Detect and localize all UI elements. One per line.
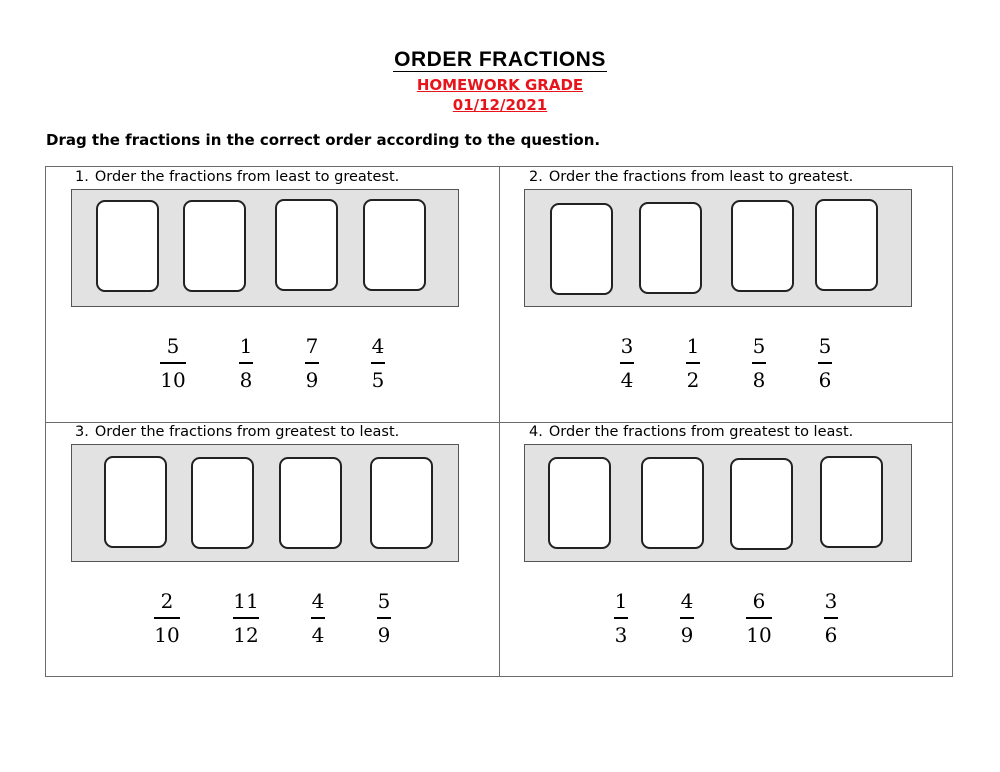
question-2-drop-slot-4[interactable] — [815, 199, 878, 291]
question-4-prompt — [529, 424, 853, 440]
question-3-drop-slot-4[interactable] — [370, 457, 433, 549]
fraction-bar — [371, 362, 385, 364]
question-2-prompt — [529, 169, 853, 185]
denominator: 9 — [680, 623, 694, 647]
denominator: 6 — [818, 368, 832, 392]
question-3-fraction-1[interactable] — [142, 590, 192, 646]
question-4-fraction-1[interactable] — [596, 590, 646, 646]
fraction-bar — [614, 617, 628, 619]
numerator: 4 — [311, 589, 325, 613]
question-2-drop-slot-1[interactable] — [550, 203, 613, 295]
worksheet-title — [0, 48, 1000, 72]
denominator: 9 — [305, 368, 319, 392]
worksheet-subtitle — [0, 76, 1000, 94]
numerator: 4 — [680, 589, 694, 613]
numerator: 3 — [824, 589, 838, 613]
numerator: 3 — [620, 334, 634, 358]
question-2-fraction-3[interactable] — [734, 335, 784, 391]
numerator: 5 — [752, 334, 766, 358]
fraction-bar — [154, 617, 180, 619]
fraction-bar — [305, 362, 319, 364]
fraction-bar — [818, 362, 832, 364]
question-4-drop-slot-4[interactable] — [820, 456, 883, 548]
question-4-number: 4. — [529, 424, 543, 440]
fraction-bar — [160, 362, 186, 364]
question-4-fraction-3[interactable] — [734, 590, 784, 646]
denominator: 9 — [377, 623, 391, 647]
denominator: 12 — [233, 623, 259, 647]
question-1-drop-slot-1[interactable] — [96, 200, 159, 292]
worksheet-subtitle-text: HOMEWORK GRADE — [416, 76, 584, 94]
denominator: 2 — [686, 368, 700, 392]
numerator: 5 — [166, 334, 180, 358]
question-2-fraction-4[interactable] — [800, 335, 850, 391]
question-3-answer-tray — [71, 444, 459, 562]
question-4-fraction-2[interactable] — [662, 590, 712, 646]
denominator: 5 — [371, 368, 385, 392]
question-1-drop-slot-2[interactable] — [183, 200, 246, 292]
question-1-fraction-4[interactable] — [353, 335, 403, 391]
question-3-drop-slot-1[interactable] — [104, 456, 167, 548]
fraction-bar — [311, 617, 325, 619]
fraction-bar — [746, 617, 772, 619]
question-3-number: 3. — [75, 424, 89, 440]
question-4-text: Order the fractions from greatest to least. — [548, 424, 854, 440]
fraction-bar — [680, 617, 694, 619]
question-2-fraction-1[interactable] — [602, 335, 652, 391]
worksheet-date — [0, 96, 1000, 114]
question-2-fraction-2[interactable] — [668, 335, 718, 391]
question-3-fraction-2[interactable] — [221, 590, 271, 646]
question-4-answer-tray — [524, 444, 912, 562]
denominator: 8 — [239, 368, 253, 392]
question-1-answer-tray — [71, 189, 459, 307]
question-3-drop-slot-2[interactable] — [191, 457, 254, 549]
question-1-number: 1. — [75, 169, 89, 185]
numerator: 5 — [818, 334, 832, 358]
fraction-bar — [239, 362, 253, 364]
denominator: 6 — [824, 623, 838, 647]
denominator: 3 — [614, 623, 628, 647]
question-2-number: 2. — [529, 169, 543, 185]
instructions: Drag the fractions in the correct order according to the question. — [46, 131, 601, 149]
question-3-fraction-4[interactable] — [359, 590, 409, 646]
denominator: 8 — [752, 368, 766, 392]
question-4-drop-slot-2[interactable] — [641, 457, 704, 549]
numerator: 5 — [377, 589, 391, 613]
question-1-prompt — [75, 169, 399, 185]
fraction-bar — [620, 362, 634, 364]
fraction-bar — [752, 362, 766, 364]
grid-divider-horizontal — [45, 422, 953, 423]
question-2-text: Order the fractions from least to greatest. — [548, 169, 854, 185]
question-4-drop-slot-3[interactable] — [730, 458, 793, 550]
numerator: 2 — [160, 589, 174, 613]
denominator: 4 — [620, 368, 634, 392]
fraction-bar — [824, 617, 838, 619]
denominator: 10 — [154, 623, 180, 647]
fraction-bar — [686, 362, 700, 364]
denominator: 10 — [160, 368, 186, 392]
question-1-drop-slot-4[interactable] — [363, 199, 426, 291]
question-4-fraction-4[interactable] — [806, 590, 856, 646]
question-3-prompt — [75, 424, 399, 440]
question-3-drop-slot-3[interactable] — [279, 457, 342, 549]
question-2-drop-slot-2[interactable] — [639, 202, 702, 294]
question-1-fraction-2[interactable] — [221, 335, 271, 391]
question-2-answer-tray — [524, 189, 912, 307]
fraction-bar — [377, 617, 391, 619]
numerator: 11 — [233, 589, 259, 613]
question-1-fraction-3[interactable] — [287, 335, 337, 391]
question-2-drop-slot-3[interactable] — [731, 200, 794, 292]
numerator: 1 — [239, 334, 253, 358]
denominator: 10 — [746, 623, 772, 647]
fraction-bar — [233, 617, 259, 619]
question-1-text: Order the fractions from least to greatest. — [94, 169, 400, 185]
numerator: 1 — [686, 334, 700, 358]
worksheet-title-text: ORDER FRACTIONS — [394, 48, 606, 71]
numerator: 7 — [305, 334, 319, 358]
numerator: 6 — [752, 589, 766, 613]
numerator: 4 — [371, 334, 385, 358]
question-1-fraction-1[interactable] — [148, 335, 198, 391]
question-3-fraction-3[interactable] — [293, 590, 343, 646]
question-3-text: Order the fractions from greatest to least. — [94, 424, 400, 440]
question-1-drop-slot-3[interactable] — [275, 199, 338, 291]
numerator: 1 — [614, 589, 628, 613]
question-4-drop-slot-1[interactable] — [548, 457, 611, 549]
denominator: 4 — [311, 623, 325, 647]
worksheet-date-text: 01/12/2021 — [452, 96, 548, 114]
